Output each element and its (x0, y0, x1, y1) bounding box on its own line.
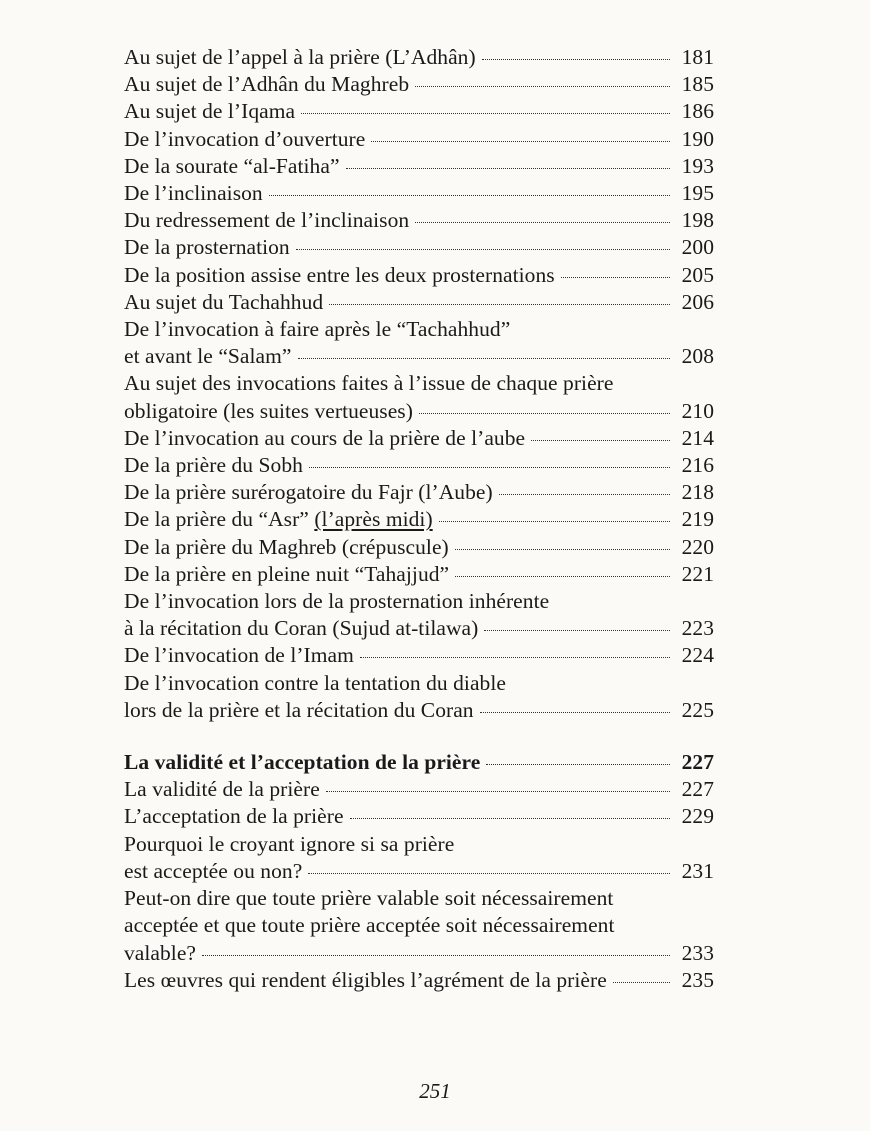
toc-entry-page-number: 205 (681, 262, 714, 287)
toc-entry-page-number: 185 (681, 72, 714, 97)
toc-entry-title: De l’invocation de l’Imam (124, 643, 354, 668)
toc-entry-title: De la prière du Maghreb (crépuscule) (124, 534, 449, 559)
toc-entry (124, 370, 714, 424)
toc-entry (124, 153, 714, 180)
toc-entry-line (124, 398, 714, 425)
toc-entry-title: est acceptée ou non? (124, 858, 303, 883)
toc-entry (124, 803, 714, 830)
toc-entry (124, 452, 714, 479)
toc-entry-page-number: 210 (681, 398, 714, 423)
dot-leader (613, 982, 670, 983)
toc-entry (124, 885, 714, 967)
toc-entry-page-number: 224 (681, 643, 714, 668)
toc-entry-title: L’acceptation de la prière (124, 804, 344, 829)
dot-leader (482, 59, 670, 60)
toc-entry-title-line: acceptée et que toute prière acceptée soit nécessairement (124, 913, 615, 938)
dot-leader (415, 86, 670, 87)
toc-entry (124, 967, 714, 994)
toc-entry (124, 289, 714, 316)
dot-leader (486, 764, 670, 765)
toc-entry-line (124, 262, 714, 289)
dot-leader (531, 440, 670, 441)
toc-entry-line (124, 534, 714, 561)
dot-leader (371, 141, 670, 142)
toc-entry (124, 776, 714, 803)
dot-leader (561, 277, 670, 278)
dot-leader (360, 657, 670, 658)
toc-entry (124, 98, 714, 125)
toc-entry-title: De la prosternation (124, 235, 290, 260)
dot-leader (202, 955, 670, 956)
toc-entry (124, 561, 714, 588)
toc-entry-page-number: 206 (681, 289, 714, 314)
toc-entry-title: De l’inclinaison (124, 181, 263, 206)
toc-entry-title: De la sourate “al-Fatiha” (124, 153, 340, 178)
dot-leader (346, 168, 670, 169)
toc-entry-line (124, 126, 714, 153)
toc-entry (124, 234, 714, 261)
toc-entry-line (124, 180, 714, 207)
dot-leader (301, 113, 670, 114)
toc-entry-page-number: 220 (681, 534, 714, 559)
dot-leader (439, 521, 670, 522)
dot-leader (269, 195, 670, 196)
toc-entry (124, 207, 714, 234)
toc-entry-page-number: 221 (681, 561, 714, 586)
dot-leader (455, 549, 670, 550)
dot-leader (480, 712, 670, 713)
toc-entry (124, 126, 714, 153)
toc-entry-line (124, 940, 714, 967)
toc-entry-title: lors de la prière et la récitation du Coran (124, 697, 474, 722)
toc-entry-page-number: 223 (681, 616, 714, 641)
toc-entry-line (124, 153, 714, 180)
toc-entry-title: Au sujet de l’Iqama (124, 99, 296, 124)
toc-entry-line (124, 967, 714, 994)
toc-entry-title-line: Pourquoi le croyant ignore si sa prière (124, 831, 455, 856)
toc-entry-line (124, 858, 714, 885)
toc-entry-title: à la récitation du Coran (Sujud at-tilawa) (124, 616, 479, 641)
toc-entry (124, 588, 714, 642)
toc-section-heading (124, 749, 714, 776)
toc-entry (124, 180, 714, 207)
toc-entry-page-number: 200 (681, 235, 714, 260)
toc-entry-title: La validité de la prière (124, 777, 320, 802)
toc-entry-line (124, 776, 714, 803)
toc-entry (124, 506, 714, 533)
toc-entry-line (124, 749, 714, 776)
toc-entry-page-number: 181 (681, 45, 714, 69)
dot-leader (455, 576, 670, 577)
toc-entry-title: La validité et l’acceptation de la prière (124, 750, 481, 775)
toc-entry-title-underlined: (l’après midi) (314, 507, 433, 532)
toc-entry-line (124, 561, 714, 588)
toc-entry-line (124, 697, 714, 724)
toc-entry (124, 642, 714, 669)
toc-entry-line (124, 289, 714, 316)
dot-leader (484, 630, 670, 631)
toc-entry-page-number: 229 (681, 804, 714, 829)
toc-section-validity (124, 749, 714, 994)
toc-entry (124, 316, 714, 370)
toc-entry-title: Au sujet de l’Adhân du Maghreb (124, 72, 410, 97)
toc-entry-title-line: De l’invocation lors de la prosternation inhérente (124, 589, 550, 614)
toc-entry-title-line: De l’invocation contre la tentation du diable (124, 670, 506, 695)
toc-entry-line (124, 207, 714, 234)
dot-leader (419, 413, 670, 414)
toc-entry-title: et avant le “Salam” (124, 344, 292, 369)
toc-entry-line (124, 71, 714, 98)
toc-entry-line (124, 642, 714, 669)
toc-entry-page-number: 193 (681, 153, 714, 178)
toc-entry-title: De l’invocation au cours de la prière de l’aube (124, 425, 526, 450)
dot-leader (350, 818, 670, 819)
dot-leader (296, 249, 670, 250)
dot-leader (309, 467, 670, 468)
toc-entry-line (124, 803, 714, 830)
toc-entry-page-number: 214 (681, 425, 714, 450)
toc-entry-title: obligatoire (les suites vertueuses) (124, 398, 413, 423)
toc-entry-title-line: De l’invocation à faire après le “Tachahhud” (124, 317, 511, 342)
toc-entry-title: De la prière du Sobh (124, 453, 303, 478)
toc-entry-title-line: Au sujet des invocations faites à l’issue de chaque prière (124, 371, 614, 396)
toc-section-prayer-details (124, 44, 714, 724)
toc-entry-title: Au sujet de l’appel à la prière (L’Adhân) (124, 45, 476, 69)
toc-entry (124, 831, 714, 885)
toc-entry-line (124, 343, 714, 370)
toc-entry-title: Du redressement de l’inclinaison (124, 208, 410, 233)
toc-entry-page-number: 190 (681, 126, 714, 151)
toc-entry (124, 44, 714, 71)
toc-entry-title: De la prière en pleine nuit “Tahajjud” (124, 561, 450, 586)
toc-entry (124, 670, 714, 724)
dot-leader (329, 304, 670, 305)
toc-entry (124, 71, 714, 98)
toc-entry-title: valable? (124, 940, 197, 965)
toc-entry-line (124, 234, 714, 261)
toc-entry-page-number: 218 (681, 480, 714, 505)
toc-entry-line (124, 98, 714, 125)
page-number: 251 (419, 1079, 451, 1103)
toc-entry-page-number: 186 (681, 99, 714, 124)
toc-entry-title: De la position assise entre les deux prosternations (124, 262, 555, 287)
toc-entry-title: De la prière surérogatoire du Fajr (l’Aube) (124, 480, 493, 505)
dot-leader (326, 791, 670, 792)
dot-leader (499, 494, 670, 495)
dot-leader (308, 873, 670, 874)
toc-entry-title: De l’invocation d’ouverture (124, 126, 366, 151)
table-of-contents (124, 44, 714, 994)
toc-entry-line (124, 452, 714, 479)
toc-entry (124, 534, 714, 561)
toc-entry-page-number: 219 (681, 507, 714, 532)
toc-entry-page-number: 231 (681, 858, 714, 883)
toc-entry-title: Au sujet du Tachahhud (124, 289, 324, 314)
toc-entry-page-number: 235 (681, 967, 714, 992)
toc-entry-line (124, 479, 714, 506)
toc-entry (124, 425, 714, 452)
toc-entry-title-line: Peut-on dire que toute prière valable soit nécessairement (124, 886, 614, 911)
toc-entry-page-number: 216 (681, 453, 714, 478)
toc-entry-line (124, 506, 714, 533)
toc-entry-page-number: 227 (681, 750, 714, 775)
toc-entry-page-number: 195 (681, 181, 714, 206)
toc-entry-page-number: 233 (681, 940, 714, 965)
toc-entry-line (124, 425, 714, 452)
toc-entry-title: Les œuvres qui rendent éligibles l’agrément de la prière (124, 967, 607, 992)
toc-entry-line (124, 44, 714, 71)
toc-entry-line (124, 615, 714, 642)
dot-leader (415, 222, 670, 223)
toc-entry-page-number: 225 (681, 697, 714, 722)
toc-entry (124, 479, 714, 506)
toc-entry-page-number: 208 (681, 344, 714, 369)
toc-entry (124, 262, 714, 289)
toc-entry-title: De la prière du “Asr” (124, 507, 309, 532)
dot-leader (298, 358, 671, 359)
toc-entry-page-number: 227 (681, 777, 714, 802)
toc-entry-page-number: 198 (681, 208, 714, 233)
